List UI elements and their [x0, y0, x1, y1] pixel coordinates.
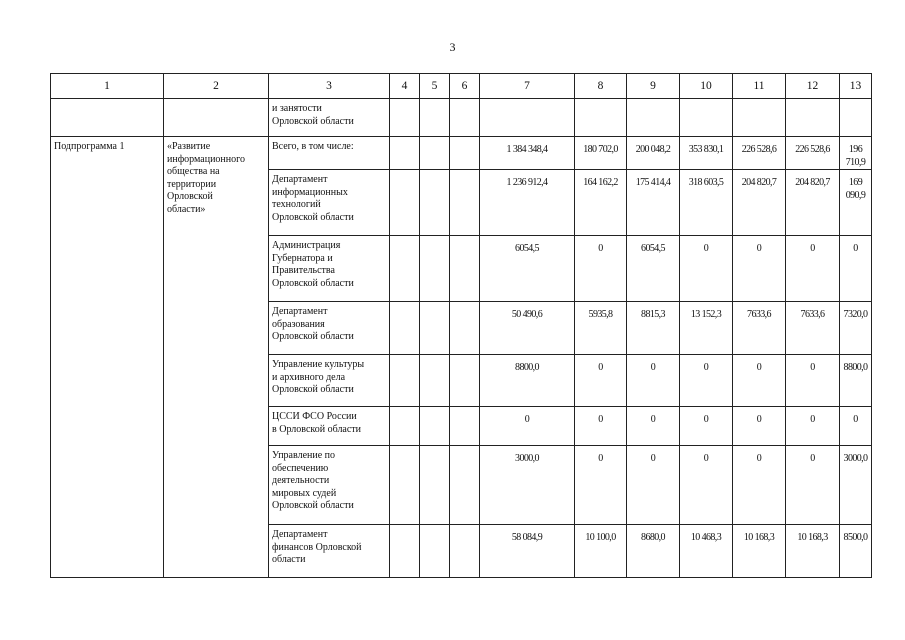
- value-cell: 8815,3: [641, 309, 665, 320]
- value-cell: 10 100,0: [585, 532, 616, 543]
- column-header: 13: [840, 74, 872, 99]
- value-cell: 318 603,5: [688, 177, 724, 188]
- column-header: 10: [680, 74, 733, 99]
- budget-table: [50, 73, 872, 578]
- row-label: Администрация Губернатора и Правительства Орловской области: [272, 240, 354, 289]
- value-cell: 13 152,3: [690, 309, 722, 320]
- value-cell: 10 168,3: [743, 532, 775, 543]
- value-cell: 0: [756, 362, 762, 373]
- value-cell: 10 168,3: [797, 532, 828, 543]
- column-header: 12: [786, 74, 840, 99]
- value-cell: 0: [598, 362, 603, 373]
- column-header: 4: [390, 74, 420, 99]
- continuation-label: и занятости Орловской области: [272, 103, 354, 127]
- value-cell: 8800,0: [843, 362, 868, 373]
- value-cell: 0: [756, 453, 762, 464]
- value-cell: 0: [810, 453, 815, 464]
- value-cell: 10 468,3: [690, 532, 722, 543]
- value-cell: 0: [703, 414, 709, 425]
- column-header: 3: [269, 74, 390, 99]
- row-label: Управление культуры и архивного дела Орловской области: [272, 359, 365, 395]
- value-cell: 0: [756, 243, 762, 254]
- value-cell: 204 820,7: [795, 177, 830, 188]
- value-cell: 0: [650, 362, 656, 373]
- value-cell: 0: [598, 453, 603, 464]
- value-cell: 58 084,9: [511, 532, 543, 543]
- value-cell: 226 528,6: [741, 144, 777, 155]
- value-cell: 8500,0: [843, 532, 868, 543]
- value-cell: 7633,6: [800, 309, 825, 320]
- value-cell: 353 830,1: [688, 144, 724, 155]
- column-header: 7: [480, 74, 575, 99]
- value-cell: 0: [810, 362, 815, 373]
- value-cell: 8680,0: [641, 532, 665, 543]
- value-cell: 0: [810, 243, 815, 254]
- row-label: Департамент образования Орловской области: [272, 306, 354, 342]
- value-cell: 0: [810, 414, 815, 425]
- value-cell: 1 384 348,4: [506, 144, 548, 155]
- subprogram-title: «Развитие информационного общества на территории Орловской области»: [167, 141, 245, 215]
- column-header: 6: [450, 74, 480, 99]
- column-number-header-row: [51, 74, 872, 99]
- value-cell: 169 090,9: [845, 177, 866, 201]
- column-header: 9: [627, 74, 680, 99]
- column-header: 1: [51, 74, 164, 99]
- value-cell: 0: [703, 243, 709, 254]
- value-cell: 180 702,0: [583, 144, 618, 155]
- value-cell: 0: [650, 414, 656, 425]
- column-header: 11: [733, 74, 786, 99]
- value-cell: 0: [756, 414, 762, 425]
- table-row-total: [51, 137, 872, 170]
- value-cell: 3000,0: [843, 453, 868, 464]
- value-cell: 7320,0: [843, 309, 868, 320]
- value-cell: 0: [650, 453, 656, 464]
- value-cell: 1 236 912,4: [506, 177, 548, 188]
- value-cell: 6054,5: [515, 243, 539, 254]
- value-cell: 0: [853, 414, 858, 425]
- row-label: Управление по обеспечению деятельности мировых судей Орловской области: [272, 450, 354, 511]
- value-cell: 0: [703, 453, 709, 464]
- value-cell: 3000,0: [515, 453, 539, 464]
- subprogram-name: Подпрограмма 1: [54, 141, 125, 152]
- value-cell: 5935,8: [588, 309, 613, 320]
- column-header: 2: [164, 74, 269, 99]
- row-label: Департамент информационных технологий Орловской области: [272, 174, 354, 223]
- value-cell: 196 710,9: [845, 144, 866, 168]
- value-cell: 6054,5: [641, 243, 665, 254]
- value-cell: 0: [524, 414, 530, 425]
- column-header: 8: [575, 74, 627, 99]
- value-cell: 204 820,7: [741, 177, 777, 188]
- value-cell: 0: [598, 243, 603, 254]
- continuation-row: [51, 99, 872, 137]
- value-cell: 8800,0: [515, 362, 539, 373]
- value-cell: 200 048,2: [635, 144, 671, 155]
- row-label: Всего, в том числе:: [272, 141, 354, 152]
- column-header: 5: [420, 74, 450, 99]
- row-label: Департамент финансов Орловской области: [272, 529, 362, 565]
- value-cell: 226 528,6: [795, 144, 830, 155]
- page-number: 3: [449, 40, 456, 54]
- value-cell: 164 162,2: [583, 177, 618, 188]
- row-label: ЦССИ ФСО России в Орловской области: [272, 411, 362, 435]
- value-cell: 175 414,4: [635, 177, 671, 188]
- value-cell: 0: [598, 414, 603, 425]
- value-cell: 0: [703, 362, 709, 373]
- value-cell: 7633,6: [747, 309, 771, 320]
- value-cell: 0: [853, 243, 858, 254]
- value-cell: 50 490,6: [511, 309, 543, 320]
